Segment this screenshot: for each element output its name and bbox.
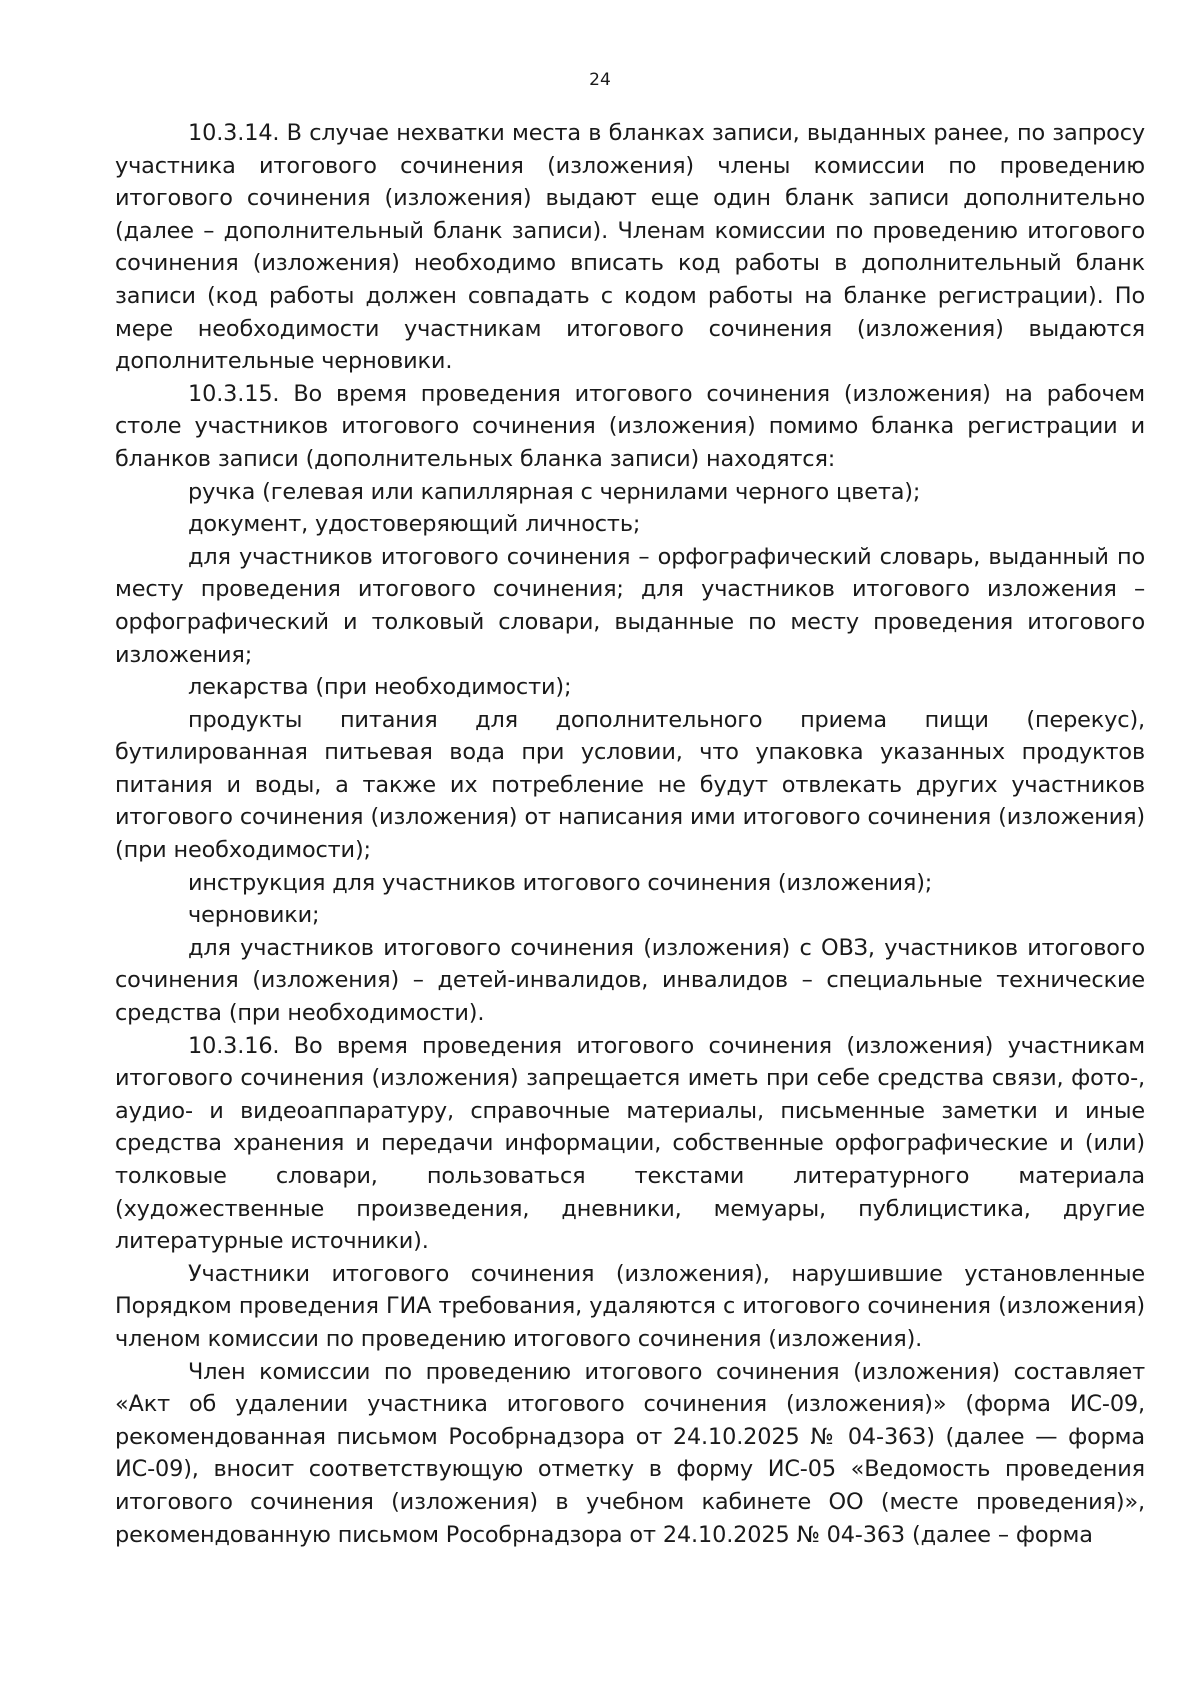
list-item-pen: ручка (гелевая или капиллярная с чернилами черного цвета); xyxy=(188,478,921,505)
paragraph-10-3-14: 10.3.14. В случае нехватки места в бланках записи, выданных ранее, по запросу участника итогового сочинения (изложения) члены комиссии по проведению итогового сочинения (изложения) выдают еще один бланк записи дополнительно (далее – дополнительный бланк записи). Членам комиссии по проведению итогового сочинения (изложения) необходимо вписать код работы в дополнительный бланк записи (код работы должен совпадать с кодом работы на бланке регистрации). По мере необходимости участникам итогового сочинения (изложения) выдаются дополнительные черновики. xyxy=(115,120,1145,375)
list-item-drafts: черновики; xyxy=(188,902,320,929)
list-item-medicines: лекарства (при необходимости); xyxy=(188,674,572,701)
list-item-identity-document: документ, удостоверяющий личность; xyxy=(188,511,641,538)
list-item-special-technical-means: для участников итогового сочинения (изложения) с ОВЗ, участников итогового сочинения (изложения) – детей-инвалидов, инвалидов – специальные технические средства (при необходимости). xyxy=(115,934,1145,1027)
paragraph-10-3-15: 10.3.15. Во время проведения итогового сочинения (изложения) на рабочем столе участников итогового сочинения (изложения) помимо бланка регистрации и бланков записи (дополнительных бланка записи) находятся: xyxy=(115,380,1145,472)
paragraph-10-3-16: 10.3.16. Во время проведения итогового сочинения (изложения) участникам итогового сочинения (изложения) запрещается иметь при себе средства связи, фото-, аудио- и видеоаппаратуру, справочные материалы, письменные заметки и иные средства хранения и передачи информации, собственные орфографические и (или) толковые словари, пользоваться текстами литературного материала (художественные произведения, дневники, мемуары, публицистика, другие литературные источники). xyxy=(115,1032,1145,1255)
list-item-dictionaries: для участников итогового сочинения – орфографический словарь, выданный по месту проведения итогового сочинения; для участников итогового изложения – орфографический и толковый словари, выданные по месту проведения итогового изложения; xyxy=(115,543,1145,668)
paragraph-removal-of-participants: Участники итогового сочинения (изложения), нарушившие установленные Порядком проведения ГИА требования, удаляются с итогового сочинения (изложения) членом комиссии по проведению итогового сочинения (изложения). xyxy=(115,1260,1145,1352)
document-body xyxy=(115,117,1145,1551)
page-number: 24 xyxy=(589,70,611,90)
paragraph-removal-act: Член комиссии по проведению итогового сочинения (изложения) составляет «Акт об удалении участника итогового сочинения (изложения)» (форма ИС-09, рекомендованная письмом Рособрнадзора от 24.10.2025 № 04-363) (далее — форма ИС-09), вносит соответствующую отметку в форму ИС-05 «Ведомость проведения итогового сочинения (изложения) в учебном кабинете ОО (месте проведения)», рекомендованную письмом Рособрнадзора от 24.10.2025 № 04-363 (далее – форма xyxy=(115,1358,1145,1548)
list-item-food-and-water: продукты питания для дополнительного приема пищи (перекус), бутилированная питьевая вода при условии, что упаковка указанных продуктов питания и воды, а также их потребление не будут отвлекать других участников итогового сочинения (изложения) от написания ими итогового сочинения (изложения) (при необходимости); xyxy=(115,706,1145,864)
list-item-instruction: инструкция для участников итогового сочинения (изложения); xyxy=(188,869,933,896)
